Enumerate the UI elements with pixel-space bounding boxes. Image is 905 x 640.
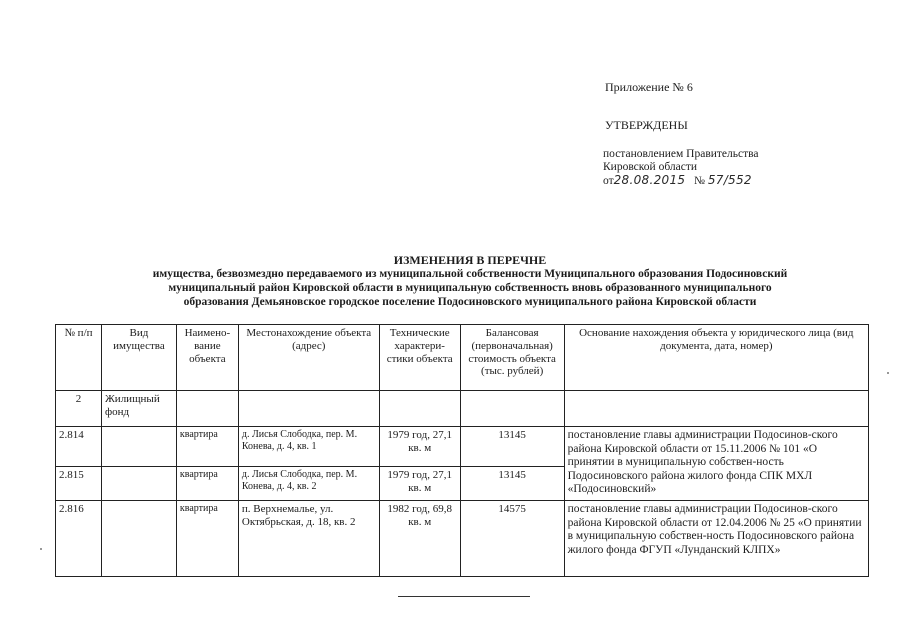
resolution-date-line [603, 174, 759, 188]
row-basis: постановление главы администрации Подосинов-ского района Кировской области от 15.11.2006 № 101 «О принятии в муниципальную собствен-ность Подосиновского района жилого фонда СПК МХЛ «Подосиновский» [564, 427, 868, 501]
resolution-date: 28.08.2015 [613, 173, 686, 187]
row-cost: 13145 [460, 467, 564, 501]
row-num: 2.815 [56, 467, 102, 501]
col-header-tech: Технические характери-стики объекта [379, 325, 460, 391]
appendix-label: Приложение № 6 [605, 80, 693, 94]
col-header-address: Местонахождение объекта (адрес) [238, 325, 379, 391]
row-name: квартира [176, 427, 238, 467]
col-header-name: Наимено-вание объекта [176, 325, 238, 391]
row-basis: постановление главы администрации Подосинов-ского района Кировской области от 12.04.2006 № 25 «О принятии в муниципальную собствен-ность Подосиновского района жилого фонда ФГУП «Лунданский КЛПХ» [564, 501, 868, 577]
table-row [56, 427, 869, 467]
row-name: квартира [176, 501, 238, 577]
section-type: Жилищный фонд [101, 391, 176, 427]
document-title [100, 253, 840, 309]
row-tech: 1979 год, 27,1 кв. м [379, 427, 460, 467]
row-cost: 14575 [460, 501, 564, 577]
property-table [55, 324, 869, 577]
resolution-number: 57/552 [707, 173, 752, 187]
table-row [56, 501, 869, 577]
row-tech: 1979 год, 27,1 кв. м [379, 467, 460, 501]
title-line-1: ИЗМЕНЕНИЯ В ПЕРЕЧНЕ [393, 253, 547, 267]
section-row [56, 391, 869, 427]
resolution-line-2: Кировской области [603, 161, 698, 173]
title-line-4: образования Демьяновское городское поселение Подосиновского муниципального района Кировской области [183, 296, 757, 308]
approved-label: УТВЕРЖДЕНЫ [605, 118, 688, 132]
title-line-3: муниципальный район Кировской области в муниципальную собственность вновь образованного муниципального [168, 282, 772, 294]
row-address: п. Верхнемалье, ул. Октябрьская, д. 18, кв. 2 [238, 501, 379, 577]
row-address: д. Лисья Слободка, пер. М. Конева, д. 4, кв. 1 [238, 427, 379, 467]
row-name: квартира [176, 467, 238, 501]
resolution-block [603, 148, 759, 188]
footer-divider [398, 596, 530, 597]
row-tech: 1982 год, 69,8 кв. м [379, 501, 460, 577]
row-address: д. Лисья Слободка, пер. М. Конева, д. 4, кв. 2 [238, 467, 379, 501]
resolution-line-1: постановлением Правительства [603, 148, 759, 160]
row-num: 2.814 [56, 427, 102, 467]
title-line-2: имущества, безвозмездно передаваемого из муниципальной собственности Муниципального образования Подосиновский [152, 268, 788, 280]
scan-speck [40, 548, 42, 550]
scan-speck [887, 372, 889, 374]
col-header-num: № п/п [56, 325, 102, 391]
from-prefix: от [603, 175, 614, 187]
number-prefix: № [693, 175, 705, 187]
col-header-basis: Основание нахождения объекта у юридического лица (вид документа, дата, номер) [564, 325, 868, 391]
table-header-row [56, 325, 869, 391]
col-header-cost: Балансовая (первоначальная) стоимость объекта (тыс. рублей) [460, 325, 564, 391]
col-header-type: Вид имущества [101, 325, 176, 391]
row-num: 2.816 [56, 501, 102, 577]
section-num: 2 [56, 391, 102, 427]
row-cost: 13145 [460, 427, 564, 467]
